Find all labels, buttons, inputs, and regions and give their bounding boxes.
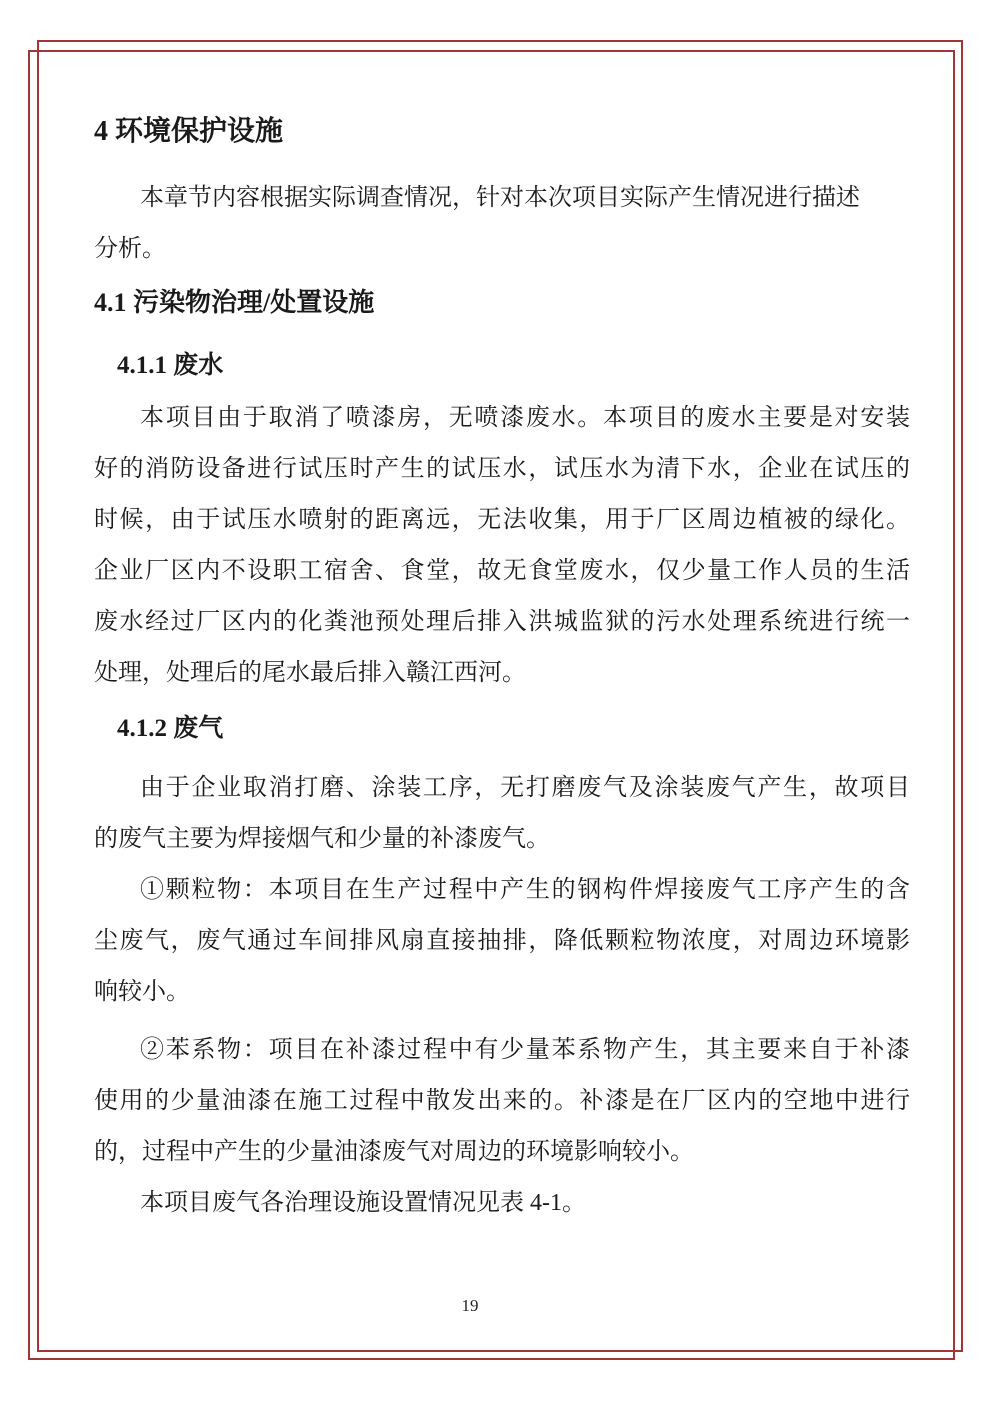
text-line: 响较小。 [94,979,190,1005]
text-line: 本章节内容根据实际调查情况，针对本次项目实际产生情况进行描述 [140,185,860,211]
chapter-heading: 4 环境保护设施 [94,116,284,147]
wastewater-paragraph [94,393,910,699]
wastegas-paragraph-1 [94,763,910,865]
text-line: 本项目废气各治理设施设置情况见表 4-1。 [140,1190,586,1216]
page-number: 19 [461,1296,479,1315]
intro-paragraph [94,173,910,275]
text-line: 企业厂区内不设职工宿舍、食堂，故无食堂废水，仅少量工作人员的生活 [94,558,910,584]
text-line: ①颗粒物：本项目在生产过程中产生的钢构件焊接废气工序产生的含 [140,877,910,903]
wastegas-paragraph-3 [94,1025,910,1178]
text-line: 本项目由于取消了喷漆房，无喷漆废水。本项目的废水主要是对安装 [140,405,910,431]
text-line: 处理，处理后的尾水最后排入赣江西河。 [94,660,526,686]
text-line: 的，过程中产生的少量油漆废气对周边的环境影响较小。 [94,1139,694,1165]
text-line: 分析。 [94,236,166,262]
text-line: 尘废气，废气通过车间排风扇直接抽排，降低颗粒物浓度，对周边环境影 [94,928,910,954]
text-line: 废水经过厂区内的化粪池预处理后排入洪城监狱的污水处理系统进行统一 [94,609,910,635]
wastegas-heading: 4.1.2 废气 [117,715,224,742]
text-line: 的废气主要为焊接烟气和少量的补漆废气。 [94,826,550,852]
text-line: 使用的少量油漆在施工过程中散发出来的。补漆是在厂区内的空地中进行 [94,1088,910,1114]
wastegas-paragraph-2 [94,865,910,1018]
text-line: 好的消防设备进行试压时产生的试压水，试压水为清下水，企业在试压的 [94,456,910,482]
text-line: ②苯系物：项目在补漆过程中有少量苯系物产生，其主要来自于补漆 [140,1037,910,1063]
text-line: 由于企业取消打磨、涂装工序，无打磨废气及涂装废气产生，故项目 [140,775,910,801]
text-line: 时候，由于试压水喷射的距离远，无法收集，用于厂区周边植被的绿化。 [94,507,910,533]
wastewater-heading: 4.1.1 废水 [117,352,224,379]
wastegas-paragraph-4 [94,1178,910,1229]
section-heading: 4.1 污染物治理/处置设施 [94,288,375,317]
